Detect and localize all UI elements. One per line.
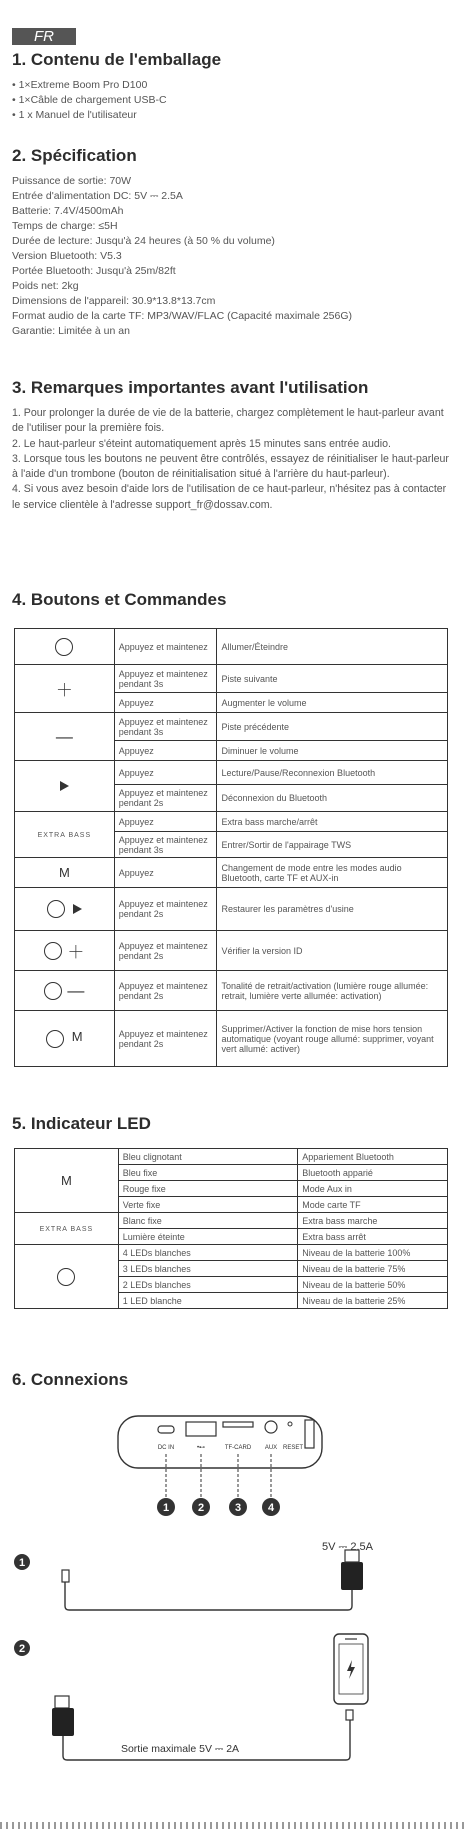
table-row	[15, 1011, 448, 1067]
package-list	[12, 78, 167, 123]
phone-plug	[346, 1710, 353, 1720]
table-row	[15, 888, 448, 931]
led-meaning-cell: Extra bass arrêt	[298, 1229, 448, 1245]
function-cell: Lecture/Pause/Reconnexion Bluetooth	[217, 761, 448, 785]
step-label: 1	[18, 1557, 26, 1569]
led-meaning-cell: Niveau de la batterie 25%	[298, 1293, 448, 1309]
operation-cell: Appuyez et maintenez pendant 2s	[114, 888, 217, 931]
led-meaning-cell: Appariement Bluetooth	[298, 1149, 448, 1165]
table-row	[15, 1213, 448, 1229]
spec-item: Puissance de sortie: 70W	[12, 175, 132, 187]
function-cell: Changement de mode entre les modes audio Bluetooth, carte TF et AUX-in	[217, 858, 448, 888]
function-cell: Augmenter le volume	[217, 693, 448, 713]
led-state-cell: 2 LEDs blanches	[118, 1277, 298, 1293]
led-meaning-cell: Mode carte TF	[298, 1197, 448, 1213]
spec-item: Batterie: 7.4V/4500mAh	[12, 205, 124, 217]
power-m-icon: M	[15, 1011, 115, 1067]
table-row	[15, 1245, 448, 1261]
remark-item: 2. Le haut-parleur s'éteint automatiquement après 15 minutes sans entrée audio.	[12, 437, 391, 450]
operation-cell: Appuyez	[114, 761, 217, 785]
plus-icon: ＋	[15, 665, 115, 713]
remark-item: 1. Pour prolonger la durée de vie de la batterie, chargez complètement le haut-parleur avant de l'utiliser pour la première fois.	[12, 407, 444, 435]
led-state-cell: Bleu clignotant	[118, 1149, 298, 1165]
led-state-cell: Blanc fixe	[118, 1213, 298, 1229]
port-label: DC IN	[157, 1445, 175, 1451]
function-cell: Extra bass marche/arrêt	[217, 812, 448, 832]
spec-item: Dimensions de l'appareil: 30.9*13.8*13.7cm	[12, 295, 216, 307]
led-meaning-cell: Niveau de la batterie 75%	[298, 1261, 448, 1277]
spec-item: Format audio de la carte TF: MP3/WAV/FLAC (Capacité maximale 256G)	[12, 310, 353, 322]
charge-rating: 5V ⎓ 2.5A	[322, 1541, 373, 1553]
function-cell: Tonalité de retrait/activation (lumière rouge allumée: retrait, lumière verte allumée: activation)	[217, 971, 448, 1011]
spec-item: Temps de charge: ≤5H	[12, 220, 118, 232]
operation-cell: Appuyez	[114, 858, 217, 888]
section-title-spec: 2. Spécification	[12, 146, 137, 165]
function-cell: Diminuer le volume	[217, 741, 448, 761]
led-state-cell: 1 LED blanche	[118, 1293, 298, 1309]
operation-cell: Appuyez et maintenez pendant 2s	[114, 931, 217, 971]
power-icon	[15, 629, 115, 665]
speaker-panel	[118, 1416, 322, 1468]
m-icon: M	[15, 1149, 119, 1213]
buttons-table	[14, 628, 448, 1067]
charge-cable	[65, 1582, 352, 1610]
operation-cell: Appuyez et maintenez pendant 2s	[114, 971, 217, 1011]
minus-icon: —	[15, 713, 115, 761]
table-row	[15, 629, 448, 665]
section-title-remarks: 3. Remarques importantes avant l'utilisation	[12, 378, 369, 397]
table-row	[15, 665, 448, 693]
power-plus-icon: ＋	[15, 931, 115, 971]
remarks-list	[12, 406, 452, 513]
remark-item: 4. Si vous avez besoin d'aide lors de l'utilisation de ce haut-parleur, n'hésitez pas à contacter le service clientèle à l'adresse support_fr@dossav.com.	[12, 483, 447, 511]
led-meaning-cell: Mode Aux in	[298, 1181, 448, 1197]
led-state-cell: Rouge fixe	[118, 1181, 298, 1197]
spec-item: Poids net: 2kg	[12, 280, 79, 292]
remark-item: 3. Lorsque tous les boutons ne peuvent être contrôlés, essayez de réinitialiser le haut-parleur à l'aide d'un trombone (bouton de réinitialisation situé à l'arrière du haut-parleur).	[12, 452, 449, 481]
operation-cell: Appuyez et maintenez pendant 3s	[114, 665, 217, 693]
operation-cell: Appuyez	[114, 812, 217, 832]
operation-cell: Appuyez et maintenez pendant 3s	[114, 832, 217, 858]
output-rating: Sortie maximale 5V ⎓ 2A	[120, 1743, 240, 1755]
connections-diagram	[0, 1400, 468, 1820]
table-row	[15, 971, 448, 1011]
number-label: 4	[267, 1502, 275, 1514]
led-state-cell: 3 LEDs blanches	[118, 1261, 298, 1277]
number-label: 2	[197, 1502, 205, 1514]
function-cell: Piste précédente	[217, 713, 448, 741]
operation-cell: Appuyez et maintenez pendant 2s	[114, 785, 217, 812]
section-title-connections: 6. Connexions	[12, 1370, 129, 1389]
language-badge: FR	[12, 28, 76, 45]
function-cell: Piste suivante	[217, 665, 448, 693]
port-label: TF-CARD	[224, 1445, 252, 1451]
spec-list	[12, 174, 352, 339]
spec-item: Entrée d'alimentation DC: 5V ⎓ 2.5A	[12, 190, 183, 202]
led-table	[14, 1148, 448, 1309]
number-label: 3	[234, 1502, 242, 1514]
operation-cell: Appuyez	[114, 741, 217, 761]
operation-cell: Appuyez	[114, 693, 217, 713]
package-item: • 1 x Manuel de l'utilisateur	[12, 109, 137, 121]
m-icon: M	[15, 858, 115, 888]
function-cell: Restaurer les paramètres d'usine	[217, 888, 448, 931]
table-row	[15, 858, 448, 888]
power-icon	[15, 1245, 119, 1309]
spec-item: Garantie: Limitée à un an	[12, 325, 130, 337]
function-cell: Vérifier la version ID	[217, 931, 448, 971]
function-cell: Supprimer/Activer la fonction de mise hors tension automatique (voyant rouge allumé: supprimer, voyant vert allumé: activer)	[217, 1011, 448, 1067]
operation-cell: Appuyez et maintenez pendant 3s	[114, 713, 217, 741]
table-row	[15, 812, 448, 832]
table-row	[15, 931, 448, 971]
usb-a-plug	[341, 1562, 363, 1590]
play-icon	[15, 761, 115, 812]
led-meaning-cell: Extra bass marche	[298, 1213, 448, 1229]
led-meaning-cell: Bluetooth apparié	[298, 1165, 448, 1181]
function-cell: Entrer/Sortir de l'appairage TWS	[217, 832, 448, 858]
port-label: •⊷	[196, 1445, 206, 1451]
section-title-package: 1. Contenu de l'emballage	[12, 50, 222, 69]
led-meaning-cell: Niveau de la batterie 100%	[298, 1245, 448, 1261]
power-minus-icon: —	[15, 971, 115, 1011]
extra-bass-icon: EXTRA BASS	[15, 812, 115, 858]
spec-item: Version Bluetooth: V5.3	[12, 250, 122, 262]
led-state-cell: Bleu fixe	[118, 1165, 298, 1181]
package-item: • 1×Extreme Boom Pro D100	[12, 79, 148, 91]
table-row	[15, 1149, 448, 1165]
spec-item: Durée de lecture: Jusqu'à 24 heures (à 50 % du volume)	[12, 235, 275, 247]
section-title-led: 5. Indicateur LED	[12, 1114, 151, 1133]
usb-c-plug	[62, 1570, 69, 1582]
operation-cell: Appuyez et maintenez pendant 2s	[114, 1011, 217, 1067]
page-edge-strip	[0, 1822, 468, 1829]
step-label: 2	[18, 1643, 26, 1655]
extra-bass-icon: EXTRA BASS	[15, 1213, 119, 1245]
section-title-buttons: 4. Boutons et Commandes	[12, 590, 227, 609]
number-label: 1	[162, 1502, 170, 1514]
spec-item: Portée Bluetooth: Jusqu'à 25m/82ft	[12, 265, 176, 277]
operation-cell: Appuyez et maintenez	[114, 629, 217, 665]
table-row	[15, 761, 448, 785]
port-label: AUX	[264, 1445, 278, 1451]
port-label: RESET	[282, 1445, 304, 1451]
function-cell: Allumer/Éteindre	[217, 629, 448, 665]
function-cell: Déconnexion du Bluetooth	[217, 785, 448, 812]
led-state-cell: Verte fixe	[118, 1197, 298, 1213]
led-state-cell: Lumière éteinte	[118, 1229, 298, 1245]
led-meaning-cell: Niveau de la batterie 50%	[298, 1277, 448, 1293]
led-state-cell: 4 LEDs blanches	[118, 1245, 298, 1261]
package-item: • 1×Câble de chargement USB-C	[12, 94, 167, 106]
power-play-icon	[15, 888, 115, 931]
table-row	[15, 713, 448, 741]
usb-a-plug	[52, 1708, 74, 1736]
